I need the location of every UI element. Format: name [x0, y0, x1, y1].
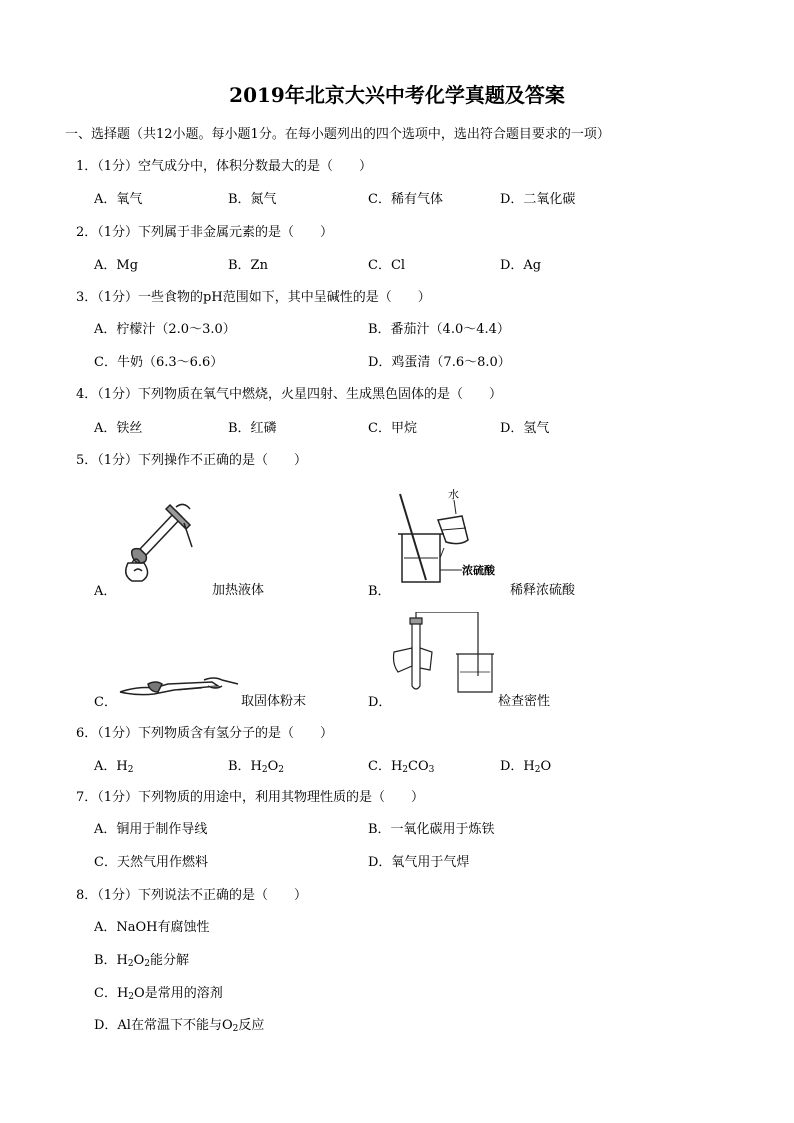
- q6-option-d: [500, 759, 551, 775]
- q8-b-sub1: 2: [127, 959, 134, 969]
- q8-stem: 8．（1分）下列说法不正确的是（ ）: [76, 888, 308, 903]
- q6-a-text: A．H: [94, 759, 128, 774]
- q6-c-sub1: 2: [402, 765, 409, 775]
- q2-option-b: B．Zn: [228, 258, 268, 273]
- q7-option-a: A．铜用于制作导线: [94, 822, 208, 837]
- q4-option-b: B．红磷: [228, 421, 277, 436]
- section-heading: 一、选择题（共12小题。每小题1分。在每小题列出的四个选项中，选出符合题目要求的一项）: [65, 127, 610, 142]
- q3-stem: 3．（1分）一些食物的pH范围如下，其中呈碱性的是（ ）: [76, 290, 431, 305]
- q2-option-c: C．Cl: [368, 258, 406, 273]
- q3-option-a: A．柠檬汁（2.0～3.0）: [94, 322, 236, 337]
- q6-option-c: [368, 759, 434, 775]
- q8-d-subscript: 2: [232, 1024, 239, 1034]
- figure-label-concentrated-acid: 浓硫酸: [462, 564, 495, 577]
- q8-option-a: A．NaOH有腐蚀性: [94, 920, 210, 935]
- q8-d-suffix: 反应: [238, 1018, 265, 1033]
- q8-c-subscript: 2: [128, 992, 135, 1002]
- q6-option-b: [228, 759, 284, 775]
- q5-option-d-caption: 检查密性: [498, 694, 551, 709]
- q6-c-mid: CO: [408, 759, 429, 774]
- solid-powder-figure: [118, 672, 240, 702]
- q7-option-b: B．一氧化碳用于炼铁: [368, 822, 495, 837]
- q4-option-a: A．铁丝: [94, 421, 143, 436]
- q1-option-c: C．稀有气体: [368, 192, 443, 207]
- q6-c-sub2: 3: [428, 765, 435, 775]
- q8-option-d: [94, 1018, 264, 1034]
- q6-d-text: D．H: [500, 759, 535, 774]
- q3-option-b: B．番茄汁（4.0～4.4）: [368, 322, 510, 337]
- q6-c-text: C．H: [368, 759, 403, 774]
- q8-c-suffix: O是常用的溶剂: [134, 986, 223, 1001]
- q6-b-sub1: 2: [261, 765, 268, 775]
- q2-stem: 2．（1分）下列属于非金属元素的是（ ）: [76, 225, 334, 240]
- q5-option-c-caption: 取固体粉末: [241, 694, 307, 709]
- q2-option-a: A．Mg: [94, 258, 139, 273]
- q6-option-a: [94, 759, 133, 775]
- q7-option-d: D．氧气用于气焊: [368, 855, 470, 870]
- q5-stem: 5．（1分）下列操作不正确的是（ ）: [76, 453, 308, 468]
- q1-option-d: D．二氧化碳: [500, 192, 576, 207]
- q5-option-a-caption: 加热液体: [212, 583, 265, 598]
- q5-option-a-letter: A．: [94, 584, 117, 599]
- q6-d-subscript: 2: [534, 765, 541, 775]
- q6-b-sub2: 2: [278, 765, 285, 775]
- q8-b-sub2: 2: [144, 959, 151, 969]
- q5-option-d-letter: D．: [368, 695, 392, 710]
- airtightness-check-figure: [392, 612, 502, 702]
- q8-option-c: [94, 986, 223, 1002]
- figure-label-water: 水: [448, 488, 459, 501]
- heating-liquid-figure: [112, 497, 204, 589]
- q8-d-text: D．Al在常温下不能与O: [94, 1018, 233, 1033]
- dilute-acid-figure: [392, 484, 502, 588]
- q6-a-subscript: 2: [127, 765, 134, 775]
- q7-option-c: C．天然气用作燃料: [94, 855, 208, 870]
- q8-option-b: [94, 953, 189, 969]
- q8-c-text: C．H: [94, 986, 129, 1001]
- q6-b-mid: O: [267, 759, 279, 774]
- q2-option-d: D．Ag: [500, 258, 542, 273]
- q1-option-a: A．氧气: [94, 192, 143, 207]
- q4-option-d: D．氢气: [500, 421, 550, 436]
- q8-b-mid: O: [133, 953, 145, 968]
- q6-b-text: B．H: [228, 759, 262, 774]
- q3-option-d: D．鸡蛋清（7.6～8.0）: [368, 355, 511, 370]
- q8-b-text: B．H: [94, 953, 128, 968]
- q8-b-suffix: 能分解: [150, 953, 190, 968]
- q1-stem: 1．（1分）空气成分中，体积分数最大的是（ ）: [76, 159, 373, 174]
- page-title: 2019年北京大兴中考化学真题及答案: [229, 83, 565, 107]
- q7-stem: 7．（1分）下列物质的用途中，利用其物理性质的是（ ）: [76, 790, 425, 805]
- q6-stem: 6．（1分）下列物质含有氢分子的是（ ）: [76, 726, 334, 741]
- q3-option-c: C．牛奶（6.3～6.6）: [94, 355, 224, 370]
- q5-option-b-caption: 稀释浓硫酸: [510, 583, 576, 598]
- q6-d-suffix: O: [540, 759, 552, 774]
- q5-option-b-letter: B．: [368, 584, 391, 599]
- q5-option-c-letter: C．: [94, 695, 117, 710]
- q4-option-c: C．甲烷: [368, 421, 417, 436]
- q1-option-b: B．氮气: [228, 192, 277, 207]
- q4-stem: 4．（1分）下列物质在氧气中燃烧，火星四射、生成黑色固体的是（ ）: [76, 387, 503, 402]
